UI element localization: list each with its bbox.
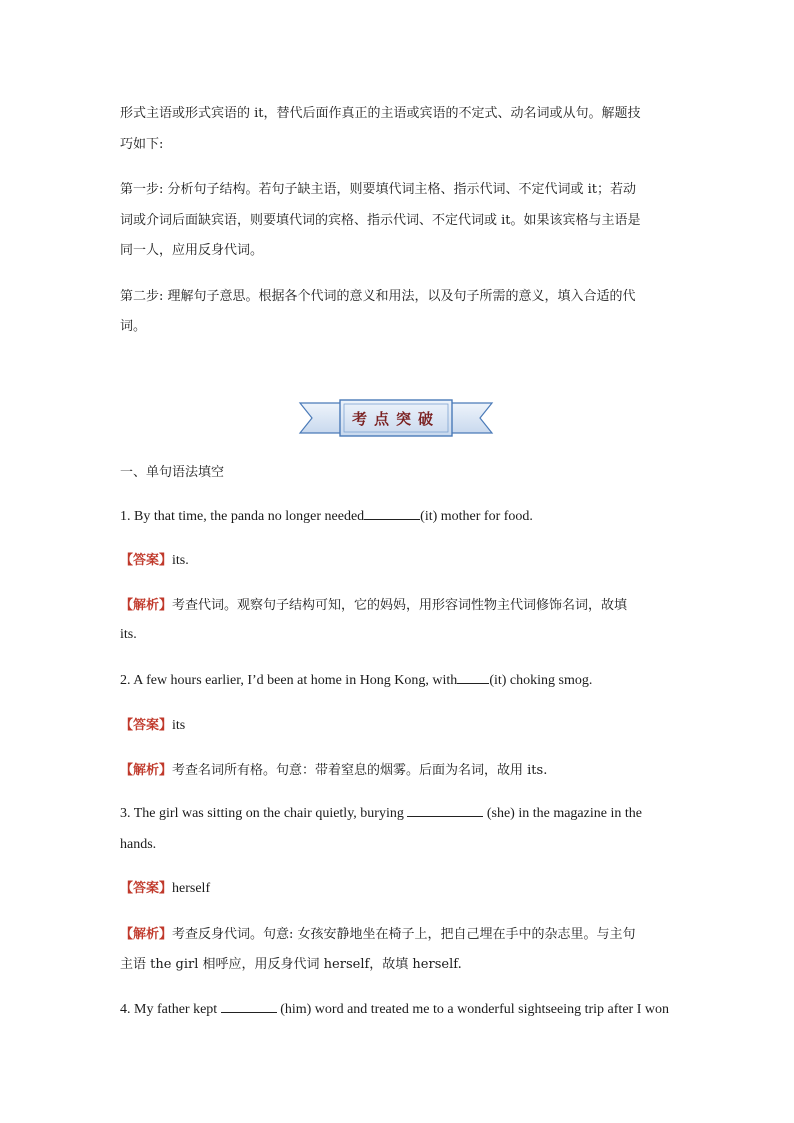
- question-3-analysis: [120, 927, 636, 943]
- question-2: [120, 672, 592, 689]
- intro-line-1: 形式主语或形式宾语的 it，替代后面作真正的主语或宾语的不定式、动名词或从句。解题技: [120, 106, 641, 121]
- question-1-analysis-text: 考查代词。观察句子结构可知，它的妈妈，用形容词性物主代词修饰名词，故填: [172, 598, 628, 613]
- question-1-answer: [120, 553, 189, 569]
- step2-line-1: 第二步: 理解句子意思。根据各个代词的意义和用法，以及句子所需的意义，填入合适的代: [120, 289, 636, 304]
- banner-title: 考点突破: [351, 410, 440, 428]
- step1-line-1: 第一步: 分析句子结构。若句子缺主语，则要填代词主格、指示代词、不定代词或 it；若动: [120, 182, 637, 197]
- question-1-text-end: (it) mother for food.: [420, 509, 533, 524]
- question-1-analysis-cont: its.: [120, 627, 137, 642]
- question-2-answer-value: its: [172, 718, 186, 733]
- question-3-blank: [407, 805, 483, 817]
- analysis-label: 【解析】: [120, 598, 173, 613]
- question-2-answer: [120, 718, 185, 734]
- question-3-answer-value: herself: [172, 881, 211, 896]
- question-3: [120, 805, 642, 822]
- question-1-answer-value: its.: [172, 553, 189, 568]
- question-3-cont: hands.: [120, 837, 157, 852]
- question-1-text-start: 1. By that time, the panda no longer needed: [120, 509, 365, 524]
- answer-label: 【答案】: [120, 881, 173, 896]
- question-2-blank: [457, 672, 489, 684]
- question-2-text-start: 2. A few hours earlier, I’d been at home in Hong Kong, with: [120, 673, 458, 688]
- step2-line-2: 词。: [120, 319, 147, 334]
- step1-line-3: 同一人，应用反身代词。: [120, 243, 264, 258]
- question-2-analysis: [120, 763, 547, 779]
- question-3-answer: [120, 881, 210, 897]
- question-1: [120, 508, 533, 525]
- question-2-text-end: (it) choking smog.: [489, 673, 593, 688]
- question-4: [120, 1001, 669, 1018]
- section-banner: [298, 399, 494, 437]
- question-2-analysis-text: 考查名词所有格。句意：带着窒息的烟雾。后面为名词，故用 its.: [172, 763, 548, 778]
- answer-label: 【答案】: [120, 553, 173, 568]
- question-1-blank: [364, 508, 420, 520]
- question-3-analysis-cont: 主语 the girl 相呼应，用反身代词 herself，故填 herself.: [120, 957, 462, 972]
- analysis-label: 【解析】: [120, 763, 173, 778]
- question-3-text-end: (she) in the magazine in the: [486, 806, 642, 821]
- question-3-analysis-text: 考查反身代词。句意: 女孩安静地坐在椅子上，把自己埋在手中的杂志里。与主句: [172, 927, 636, 942]
- question-4-text-start: 4. My father kept: [120, 1002, 218, 1017]
- step1-line-2: 词或介词后面缺宾语，则要填代词的宾格、指示代词、不定代词或 it。如果该宾格与主语是: [120, 213, 641, 228]
- section-title: 一、单句语法填空: [120, 465, 225, 480]
- question-1-analysis: [120, 598, 627, 614]
- analysis-label: 【解析】: [120, 927, 173, 942]
- question-4-text-end: (him) word and treated me to a wonderful sightseeing trip after I won: [280, 1002, 669, 1017]
- intro-line-2: 巧如下:: [120, 137, 164, 152]
- answer-label: 【答案】: [120, 718, 173, 733]
- question-3-text-start: 3. The girl was sitting on the chair quietly, burying: [120, 806, 404, 821]
- question-4-blank: [221, 1001, 277, 1013]
